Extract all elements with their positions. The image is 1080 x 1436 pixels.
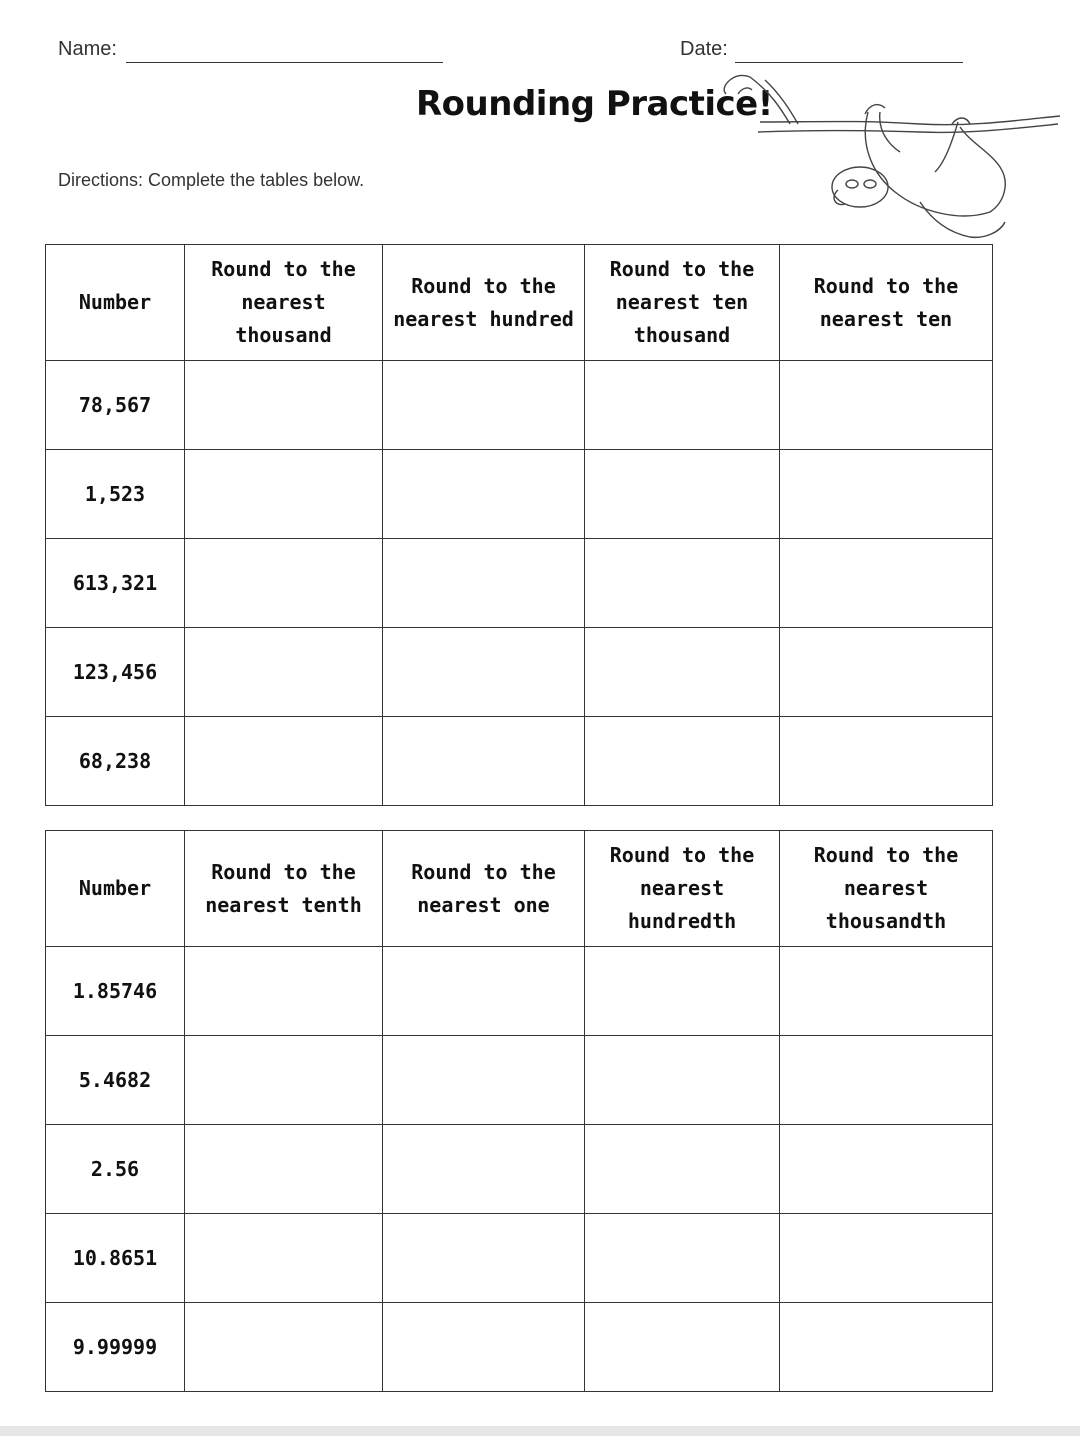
answer-cell[interactable] [780, 628, 993, 717]
answer-cell[interactable] [780, 1214, 993, 1303]
number-cell: 1.85746 [46, 947, 185, 1036]
answer-cell[interactable] [383, 717, 585, 806]
header-nearest-thousandth: Round to the nearest thousandth [780, 831, 993, 947]
answer-cell[interactable] [585, 1036, 780, 1125]
number-cell: 1,523 [46, 450, 185, 539]
table-row [46, 539, 993, 628]
answer-cell[interactable] [780, 539, 993, 628]
answer-cell[interactable] [383, 628, 585, 717]
table-row [46, 717, 993, 806]
answer-cell[interactable] [585, 361, 780, 450]
number-cell: 9.99999 [46, 1303, 185, 1392]
answer-cell[interactable] [585, 717, 780, 806]
answer-cell[interactable] [383, 361, 585, 450]
number-cell: 78,567 [46, 361, 185, 450]
answer-cell[interactable] [585, 1214, 780, 1303]
answer-cell[interactable] [780, 361, 993, 450]
date-label: Date: [680, 38, 728, 60]
answer-cell[interactable] [585, 1125, 780, 1214]
number-cell: 5.4682 [46, 1036, 185, 1125]
answer-cell[interactable] [383, 450, 585, 539]
answer-cell[interactable] [585, 628, 780, 717]
table-header-row [46, 245, 993, 361]
directions-text: Directions: Complete the tables below. [58, 170, 365, 190]
rounding-table-decimals [45, 830, 993, 1392]
answer-cell[interactable] [780, 717, 993, 806]
header-nearest-tenth: Round to the nearest tenth [185, 831, 383, 947]
rounding-table-whole-numbers [45, 244, 993, 806]
answer-cell[interactable] [185, 1214, 383, 1303]
answer-cell[interactable] [585, 539, 780, 628]
number-cell: 10.8651 [46, 1214, 185, 1303]
bottom-bar [0, 1426, 1080, 1436]
answer-cell[interactable] [383, 1125, 585, 1214]
header-nearest-hundred: Round to the nearest hundred [383, 245, 585, 361]
header-nearest-hundredth: Round to the nearest hundredth [585, 831, 780, 947]
table-row [46, 361, 993, 450]
answer-cell[interactable] [780, 1036, 993, 1125]
header-nearest-one: Round to the nearest one [383, 831, 585, 947]
number-cell: 613,321 [46, 539, 185, 628]
answer-cell[interactable] [185, 947, 383, 1036]
name-label: Name: [58, 38, 117, 60]
date-blank[interactable] [735, 62, 963, 63]
header-nearest-ten-thousand: Round to the nearest ten thousand [585, 245, 780, 361]
answer-cell[interactable] [383, 1303, 585, 1392]
answer-cell[interactable] [383, 1036, 585, 1125]
answer-cell[interactable] [185, 361, 383, 450]
answer-cell[interactable] [185, 1125, 383, 1214]
answer-cell[interactable] [780, 450, 993, 539]
sloth-illustration [720, 72, 1065, 244]
answer-cell[interactable] [585, 1303, 780, 1392]
answer-cell[interactable] [780, 1303, 993, 1392]
header-number: Number [46, 245, 185, 361]
table-row [46, 1303, 993, 1392]
answer-cell[interactable] [585, 450, 780, 539]
table-row [46, 1036, 993, 1125]
answer-cell[interactable] [383, 1214, 585, 1303]
answer-cell[interactable] [185, 1036, 383, 1125]
table-row [46, 947, 993, 1036]
answer-cell[interactable] [185, 450, 383, 539]
answer-cell[interactable] [780, 947, 993, 1036]
name-blank[interactable] [126, 62, 443, 63]
table-row [46, 628, 993, 717]
answer-cell[interactable] [383, 947, 585, 1036]
header-nearest-thousand: Round to the nearest thousand [185, 245, 383, 361]
table-row [46, 1214, 993, 1303]
table-header-row [46, 831, 993, 947]
number-cell: 2.56 [46, 1125, 185, 1214]
answer-cell[interactable] [185, 1303, 383, 1392]
answer-cell[interactable] [185, 539, 383, 628]
table-row [46, 450, 993, 539]
table-row [46, 1125, 993, 1214]
page-title: Rounding Practice! [416, 84, 773, 124]
answer-cell[interactable] [383, 539, 585, 628]
number-cell: 123,456 [46, 628, 185, 717]
header-nearest-ten: Round to the nearest ten [780, 245, 993, 361]
answer-cell[interactable] [185, 628, 383, 717]
header-number: Number [46, 831, 185, 947]
answer-cell[interactable] [585, 947, 780, 1036]
number-cell: 68,238 [46, 717, 185, 806]
answer-cell[interactable] [780, 1125, 993, 1214]
answer-cell[interactable] [185, 717, 383, 806]
